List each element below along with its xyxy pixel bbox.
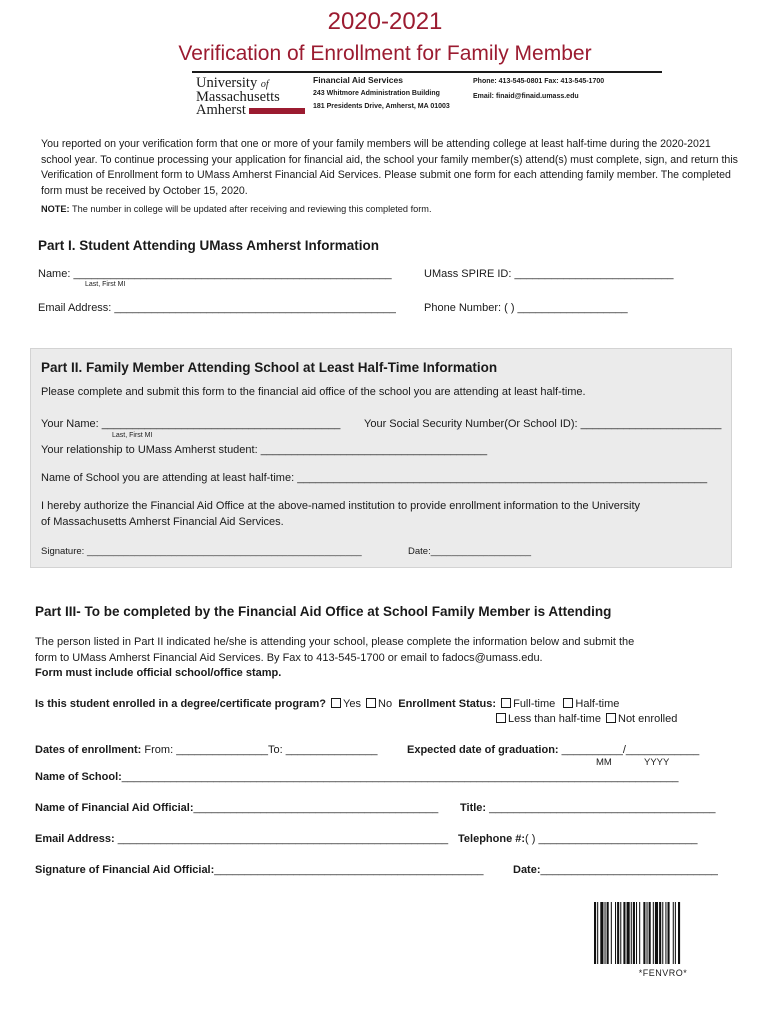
logo-of: of xyxy=(260,79,269,90)
full-time-checkbox[interactable] xyxy=(501,698,511,708)
spire-id-field[interactable]: UMass SPIRE ID: __________________________ xyxy=(424,268,674,280)
logo-amherst: Amherst xyxy=(196,102,246,118)
relationship-field[interactable]: Your relationship to UMass Amherst student: _____________________________________ xyxy=(41,444,488,456)
intro-paragraph: You reported on your verification form that one or more of your family members will be attending college at least half-time during the 2020-2021 school year. To continue processing your application for financial aid, the school your family member(s) attend(s) must complete, sign, and return this Verification of Enrollment form to UMass Amherst Financial Aid Services. Please submit one form for each attending family member. The completed form must be received by October 15, 2020. xyxy=(41,138,738,197)
header-divider xyxy=(192,71,662,73)
form-title: Verification of Enrollment for Family Member xyxy=(178,42,592,65)
barcode-text: *FENVRO* xyxy=(638,968,688,978)
official-name-line: ________________________________________ xyxy=(193,802,439,814)
official-name-label: Name of Financial Aid Official: xyxy=(35,802,194,814)
less-than-half-time-label: Less than half-time xyxy=(508,713,601,725)
no-label: No xyxy=(378,698,393,710)
not-enrolled-checkbox[interactable] xyxy=(606,713,616,723)
official-signature-line: ____________________________________________ xyxy=(214,864,484,876)
part3-instruction-2: form to UMass Amherst Financial Aid Services. By Fax to 413-545-1700 or email to fadocs@umass.edu. xyxy=(35,652,543,664)
not-enrolled-label: Not enrolled xyxy=(618,713,678,725)
address-line-1: 243 Whitmore Administration Building xyxy=(313,90,440,97)
less-than-half-time-checkbox[interactable] xyxy=(496,713,506,723)
official-date-field[interactable] xyxy=(513,864,718,876)
enrollment-status-row-2 xyxy=(494,713,677,725)
graduation-date-field[interactable] xyxy=(407,744,699,756)
dates-label: Dates of enrollment: xyxy=(35,744,142,756)
yes-label: Yes xyxy=(343,698,361,710)
note-label: NOTE: xyxy=(41,204,70,214)
official-title-label: Title: xyxy=(460,802,487,814)
official-email-line: ______________________________________________________ xyxy=(117,833,449,845)
part3-title: Part III- To be completed by the Financial Aid Office at School Family Member is Attending xyxy=(35,604,612,619)
school-name-line: ___________________________________________________________________________________________ xyxy=(121,771,679,783)
dates-from-to: From: _______________To: _______________ xyxy=(144,744,378,756)
ssn-field[interactable]: Your Social Security Number(Or School ID): _______________________ xyxy=(364,418,722,430)
logo-massachusetts: Massachusetts xyxy=(196,89,280,105)
family-name-field[interactable]: Your Name: _______________________________________ xyxy=(41,418,341,430)
official-telephone-line: ( ) __________________________ xyxy=(525,833,698,845)
office-address xyxy=(313,74,450,113)
part3-instruction-stamp: Form must include official school/office stamp. xyxy=(35,667,282,679)
student-name-sublabel: Last, First MI xyxy=(85,281,126,288)
official-email-field[interactable] xyxy=(35,833,448,845)
half-time-checkbox[interactable] xyxy=(563,698,573,708)
graduation-label: Expected date of graduation: xyxy=(407,744,559,756)
official-signature-field[interactable] xyxy=(35,864,483,876)
office-name: Financial Aid Services xyxy=(313,75,403,85)
full-time-label: Full-time xyxy=(513,698,556,710)
dates-of-enrollment-field[interactable] xyxy=(35,744,377,756)
official-date-label: Date: xyxy=(513,864,541,876)
school-name-field[interactable] xyxy=(35,771,679,783)
official-title-field[interactable] xyxy=(460,802,716,814)
part2-box xyxy=(30,348,732,568)
form-barcode xyxy=(594,902,732,964)
address-line-2: 181 Presidents Drive, Amherst, MA 01003 xyxy=(313,103,450,110)
logo-badge xyxy=(249,108,305,114)
no-checkbox[interactable] xyxy=(366,698,376,708)
part3-instruction-1: The person listed in Part II indicated he/she is attending your school, please complete the information below and submit the xyxy=(35,636,635,648)
family-name-sublabel: Last, First MI xyxy=(112,432,153,439)
official-signature-label: Signature of Financial Aid Official: xyxy=(35,864,215,876)
note-text: The number in college will be updated after receiving and reviewing this completed form. xyxy=(69,204,432,214)
yes-checkbox[interactable] xyxy=(331,698,341,708)
part1-title: Part I. Student Attending UMass Amherst Information xyxy=(38,238,380,253)
form-year: 2020-2021 xyxy=(327,8,443,35)
student-phone-field[interactable]: Phone Number: ( ) __________________ xyxy=(424,302,628,314)
office-contact xyxy=(473,74,604,104)
family-school-field[interactable]: Name of School you are attending at least half-time: ___________________________________________________________________ xyxy=(41,472,708,484)
official-name-field[interactable] xyxy=(35,802,438,814)
yyyy-sublabel: YYYY xyxy=(644,757,670,768)
half-time-label: Half-time xyxy=(575,698,620,710)
official-telephone-label: Telephone #: xyxy=(458,833,526,845)
part2-instruction: Please complete and submit this form to the financial aid office of the school you are attending at least half-time. xyxy=(41,386,586,398)
degree-question: Is this student enrolled in a degree/certificate program? xyxy=(35,698,326,710)
official-email-label: Email Address: xyxy=(35,833,115,845)
student-email-field[interactable]: Email Address: ______________________________________________ xyxy=(38,302,396,314)
enrollment-status-label: Enrollment Status: xyxy=(398,698,497,710)
intro-note xyxy=(41,204,432,214)
graduation-line: __________/____________ xyxy=(561,744,700,756)
school-name-label: Name of School: xyxy=(35,771,122,783)
family-date-field[interactable]: Date:___________________ xyxy=(408,546,532,557)
degree-question-row xyxy=(35,698,619,710)
part2-title: Part II. Family Member Attending School at Least Half-Time Information xyxy=(41,360,498,375)
official-title-line: _____________________________________ xyxy=(489,802,716,814)
umass-logo xyxy=(196,77,308,117)
official-telephone-field[interactable] xyxy=(458,833,698,845)
authorization-line-1: I hereby authorize the Financial Aid Office at the above-named institution to provide enrollment information to the University xyxy=(41,500,641,512)
family-signature-field[interactable]: Signature: ____________________________________________________ xyxy=(41,546,362,557)
official-date-line: _____________________________ xyxy=(540,864,718,876)
authorization-line-2: of Massachusetts Amherst Financial Aid Services. xyxy=(41,516,284,528)
office-email: Email: finaid@finaid.umass.edu xyxy=(473,93,579,100)
phone-fax: Phone: 413-545-0801 Fax: 413-545-1700 xyxy=(473,78,605,85)
mm-sublabel: MM xyxy=(596,757,612,768)
student-name-field[interactable]: Name: ____________________________________________________ xyxy=(38,268,392,280)
logo-university: University xyxy=(196,75,258,91)
